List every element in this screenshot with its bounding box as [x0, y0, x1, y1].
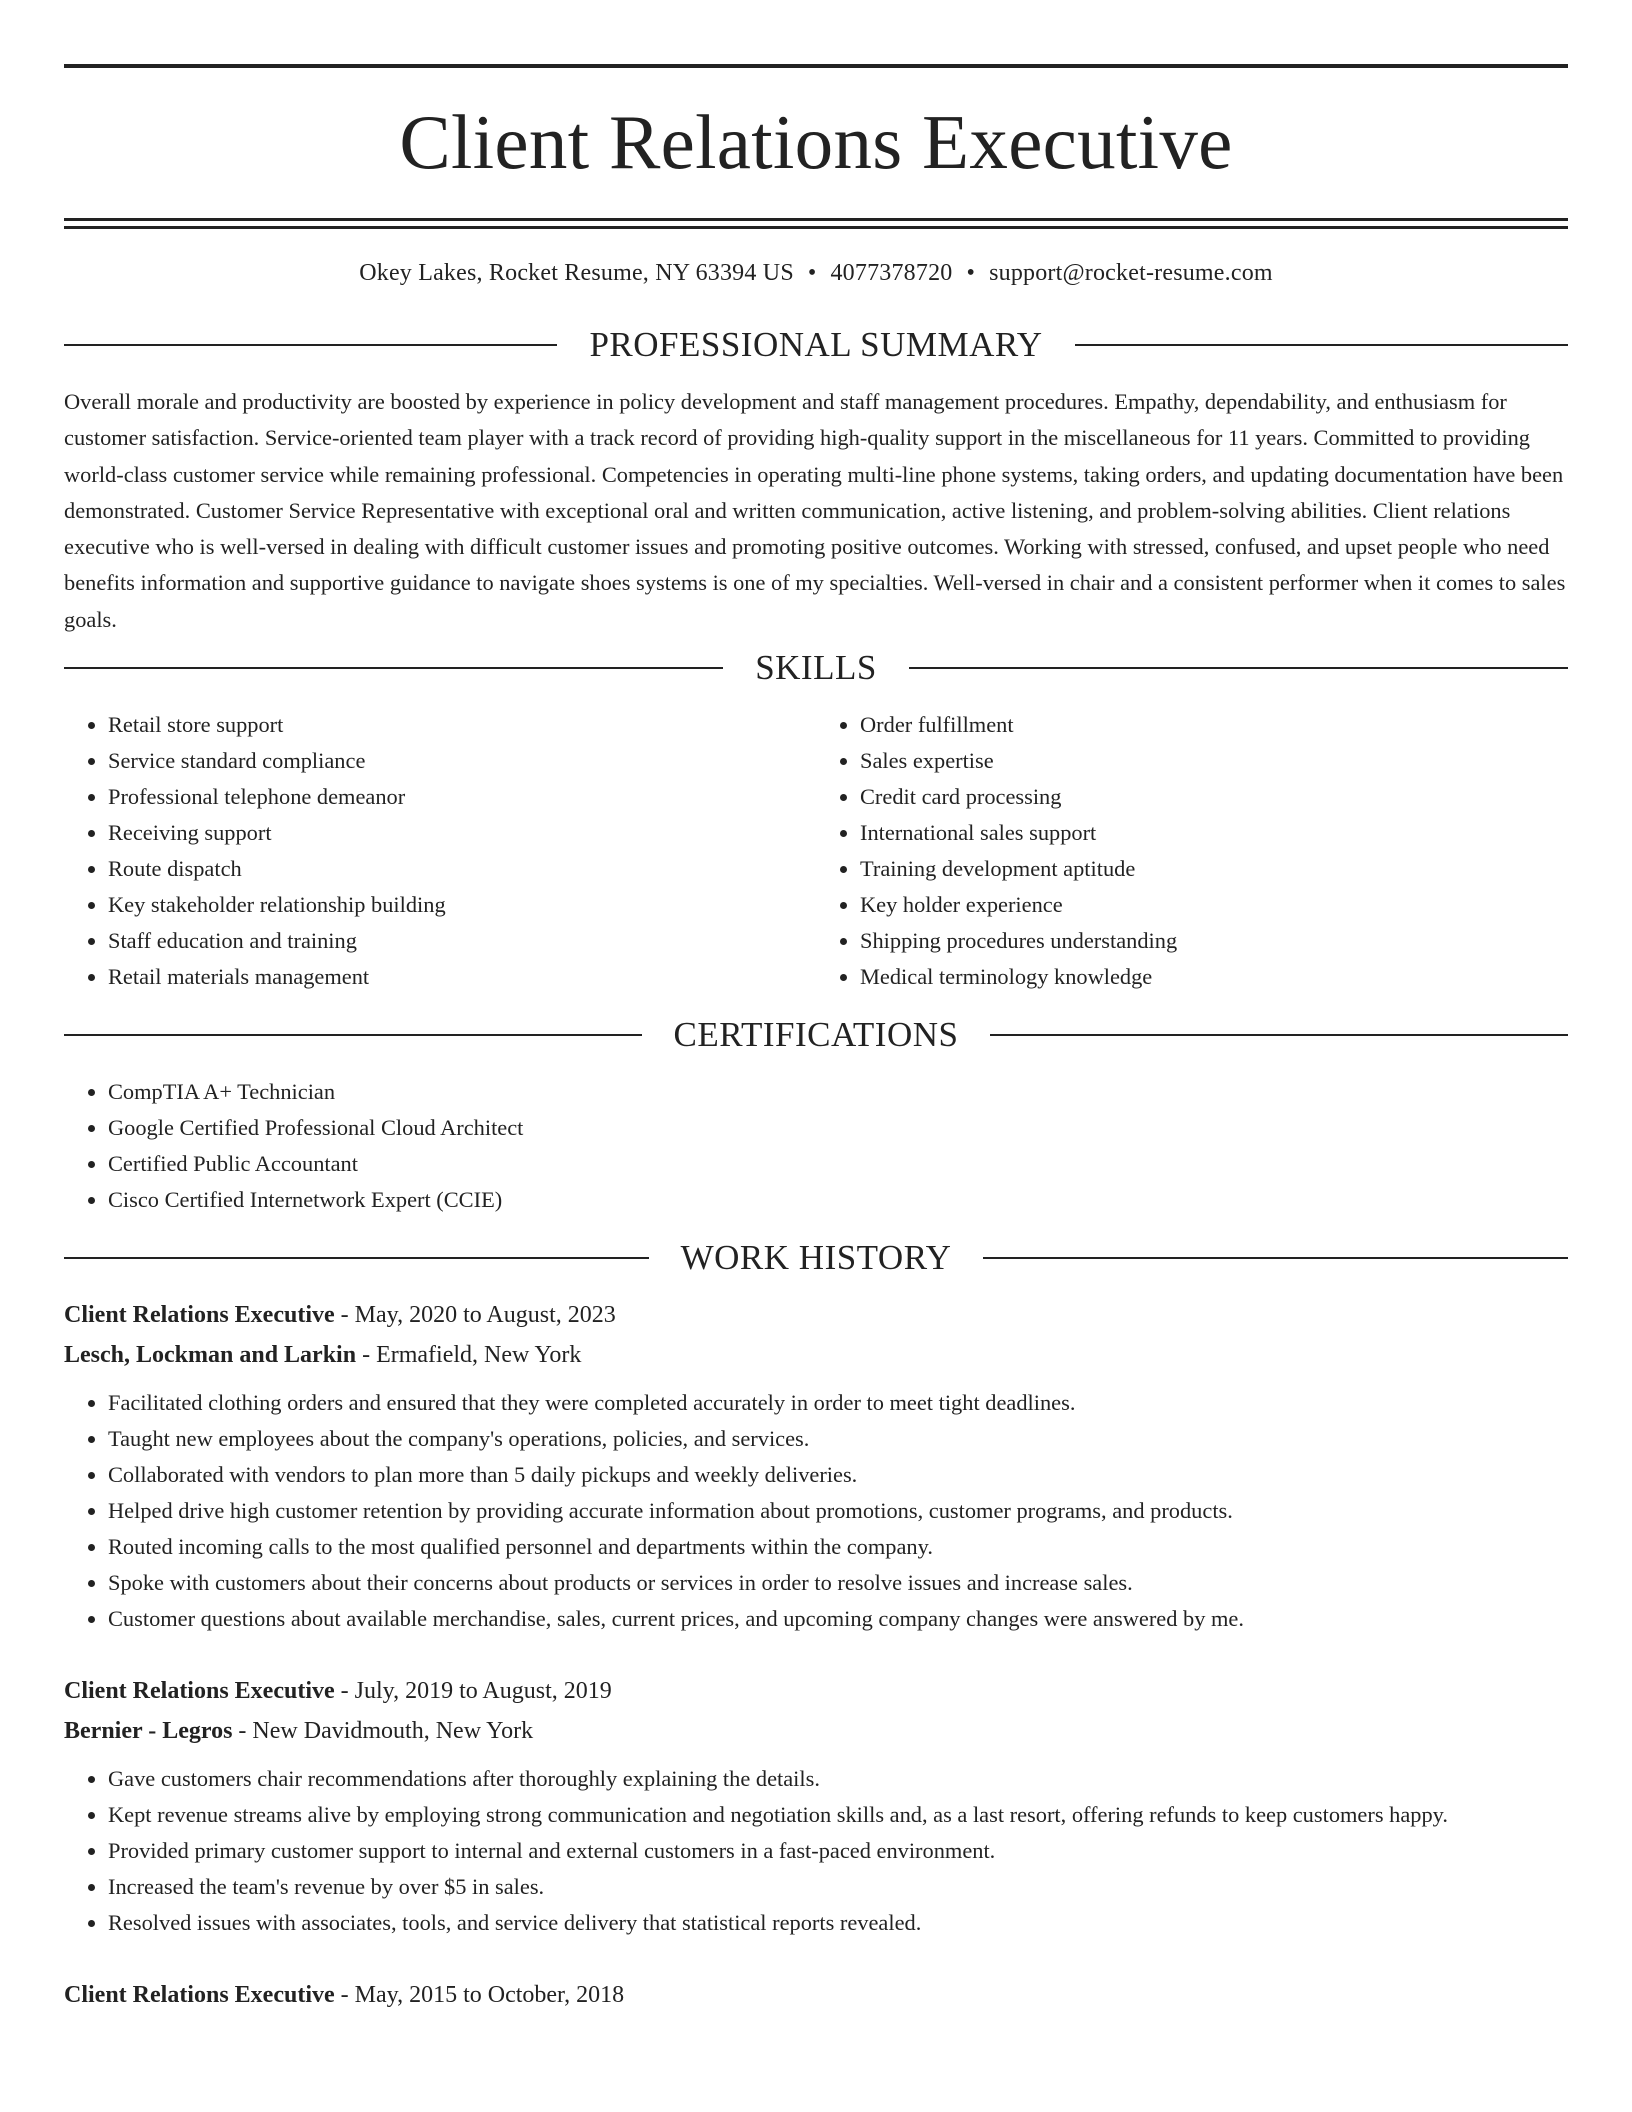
- job-dates: - May, 2020 to August, 2023: [334, 1302, 616, 1329]
- job-entry: [64, 1975, 1568, 2015]
- job-title-line: [64, 1975, 1568, 2015]
- job-bullets: [64, 1761, 1568, 1941]
- summary-text: Overall morale and productivity are boosted by experience in policy development and staff management procedures. Empathy, dependability, and enthusiasm for customer satisfaction. Service-oriented team player with a track record of providing high-quality support in the miscellaneous for 11 years. Committed to providing world-class customer service while remaining professional. Competencies in operating multi-line phone systems, taking orders, and updating documentation have been demonstrated. Customer Service Representative with exceptional oral and written communication, active listening, and problem-solving abilities. Client relations executive who is well-versed in dealing with difficult customer issues and promoting positive outcomes. Working with stressed, confused, and upset people who need benefits information and supportive guidance to navigate shoes systems is one of my specialties. Well-versed in chair and a consistent performer when it comes to sales goals.: [64, 389, 1566, 632]
- job-bullet: • Provided primary customer support to internal and external customers in a fast-paced environment.: [108, 1833, 1568, 1869]
- skills-heading: [64, 648, 1568, 688]
- contact-line: [64, 257, 1568, 289]
- heading-rule: [983, 1257, 1568, 1259]
- skill-item: • Receiving support: [108, 815, 816, 851]
- contact-separator: •: [807, 260, 817, 286]
- certifications-list: [64, 1074, 1568, 1218]
- skills-column-right: [816, 707, 1568, 995]
- contact-address: Okey Lakes, Rocket Resume, NY 63394 US: [359, 260, 794, 286]
- contact-phone: 4077378720: [830, 260, 953, 286]
- skill-item: • Credit card processing: [860, 779, 1568, 815]
- skill-item: • Staff education and training: [108, 923, 816, 959]
- job-bullet: • Kept revenue streams alive by employing strong communication and negotiation skills and, as a last resort, offering refunds to keep customers happy.: [108, 1797, 1568, 1833]
- job-company: Bernier - Legros: [64, 1718, 233, 1745]
- job-title: Client Relations Executive: [64, 1982, 335, 2009]
- skill-item: • Order fulfillment: [860, 707, 1568, 743]
- skill-item: • Retail materials management: [108, 959, 816, 995]
- job-dates: - May, 2015 to October, 2018: [334, 1982, 625, 2009]
- skill-item: • Key holder experience: [860, 887, 1568, 923]
- skill-item: • Shipping procedures understanding: [860, 923, 1568, 959]
- skill-item: • Service standard compliance: [108, 743, 816, 779]
- job-bullet: • Collaborated with vendors to plan more than 5 daily pickups and weekly deliveries.: [108, 1457, 1568, 1493]
- skill-item: • Retail store support: [108, 707, 816, 743]
- job-bullet: • Helped drive high customer retention by providing accurate information about promotions, customer programs, and products.: [108, 1493, 1568, 1529]
- job-bullet: • Resolved issues with associates, tools, and service delivery that statistical reports revealed.: [108, 1905, 1568, 1941]
- work-heading-label: WORK HISTORY: [680, 1238, 952, 1278]
- job-title-line: [64, 1671, 1568, 1711]
- certifications-heading: [64, 1015, 1568, 1055]
- job-bullet: • Gave customers chair recommendations after thoroughly explaining the details.: [108, 1761, 1568, 1797]
- heading-rule: [64, 1257, 649, 1259]
- job-bullets: [64, 1385, 1568, 1637]
- job-company-line: [64, 1335, 1568, 1375]
- heading-rule: [909, 667, 1568, 669]
- job-bullet: • Customer questions about available merchandise, sales, current prices, and upcoming company changes were answered by me.: [108, 1601, 1568, 1637]
- job-location: - New Davidmouth, New York: [232, 1718, 534, 1745]
- job-title-line: [64, 1295, 1568, 1335]
- skill-item: • Key stakeholder relationship building: [108, 887, 816, 923]
- contact-separator: •: [966, 260, 976, 286]
- job-dates: - July, 2019 to August, 2019: [334, 1678, 612, 1705]
- top-rule: [64, 64, 1568, 68]
- skill-item: • Professional telephone demeanor: [108, 779, 816, 815]
- summary-heading: [64, 327, 1568, 362]
- skill-item: • Training development aptitude: [860, 851, 1568, 887]
- job-entry: [64, 1671, 1568, 1941]
- skill-item: • Route dispatch: [108, 851, 816, 887]
- job-title: Client Relations Executive: [64, 1302, 335, 1329]
- contact-email: support@rocket-resume.com: [989, 260, 1273, 286]
- skills-column-left: [64, 707, 816, 995]
- skill-item: • Medical terminology knowledge: [860, 959, 1568, 995]
- certifications-heading-label: CERTIFICATIONS: [673, 1015, 959, 1055]
- certification-item: • Cisco Certified Internetwork Expert (CCIE): [108, 1182, 1568, 1218]
- job-title: Client Relations Executive: [64, 1678, 335, 1705]
- certification-item: • CompTIA A+ Technician: [108, 1074, 1568, 1110]
- heading-rule: [64, 1034, 642, 1036]
- certification-item: • Google Certified Professional Cloud Architect: [108, 1110, 1568, 1146]
- job-entry: [64, 1295, 1568, 1637]
- job-bullet: • Routed incoming calls to the most qualified personnel and departments within the company.: [108, 1529, 1568, 1565]
- job-bullet: • Taught new employees about the company's operations, policies, and services.: [108, 1421, 1568, 1457]
- resume-page: [64, 0, 1568, 2049]
- heading-rule: [64, 344, 557, 346]
- skills-list: [64, 707, 1568, 995]
- heading-rule: [990, 1034, 1568, 1036]
- skill-item: • Sales expertise: [860, 743, 1568, 779]
- job-bullet: • Spoke with customers about their concerns about products or services in order to resolve issues and increase sales.: [108, 1565, 1568, 1601]
- work-heading: [64, 1238, 1568, 1278]
- job-company: Lesch, Lockman and Larkin: [64, 1342, 357, 1369]
- title-double-rule: [64, 218, 1568, 229]
- job-bullet: • Facilitated clothing orders and ensured that they were completed accurately in order to meet tight deadlines.: [108, 1385, 1568, 1421]
- summary-heading-label: PROFESSIONAL SUMMARY: [589, 325, 1043, 364]
- certification-item: • Certified Public Accountant: [108, 1146, 1568, 1182]
- skill-item: • International sales support: [860, 815, 1568, 851]
- heading-rule: [1075, 344, 1568, 346]
- resume-title: Client Relations Executive: [399, 99, 1233, 185]
- job-company-line: [64, 1711, 1568, 1751]
- heading-rule: [64, 667, 723, 669]
- job-location: - Ermafield, New York: [356, 1342, 582, 1369]
- job-bullet: • Increased the team's revenue by over $5 in sales.: [108, 1869, 1568, 1905]
- skills-heading-label: SKILLS: [755, 648, 877, 688]
